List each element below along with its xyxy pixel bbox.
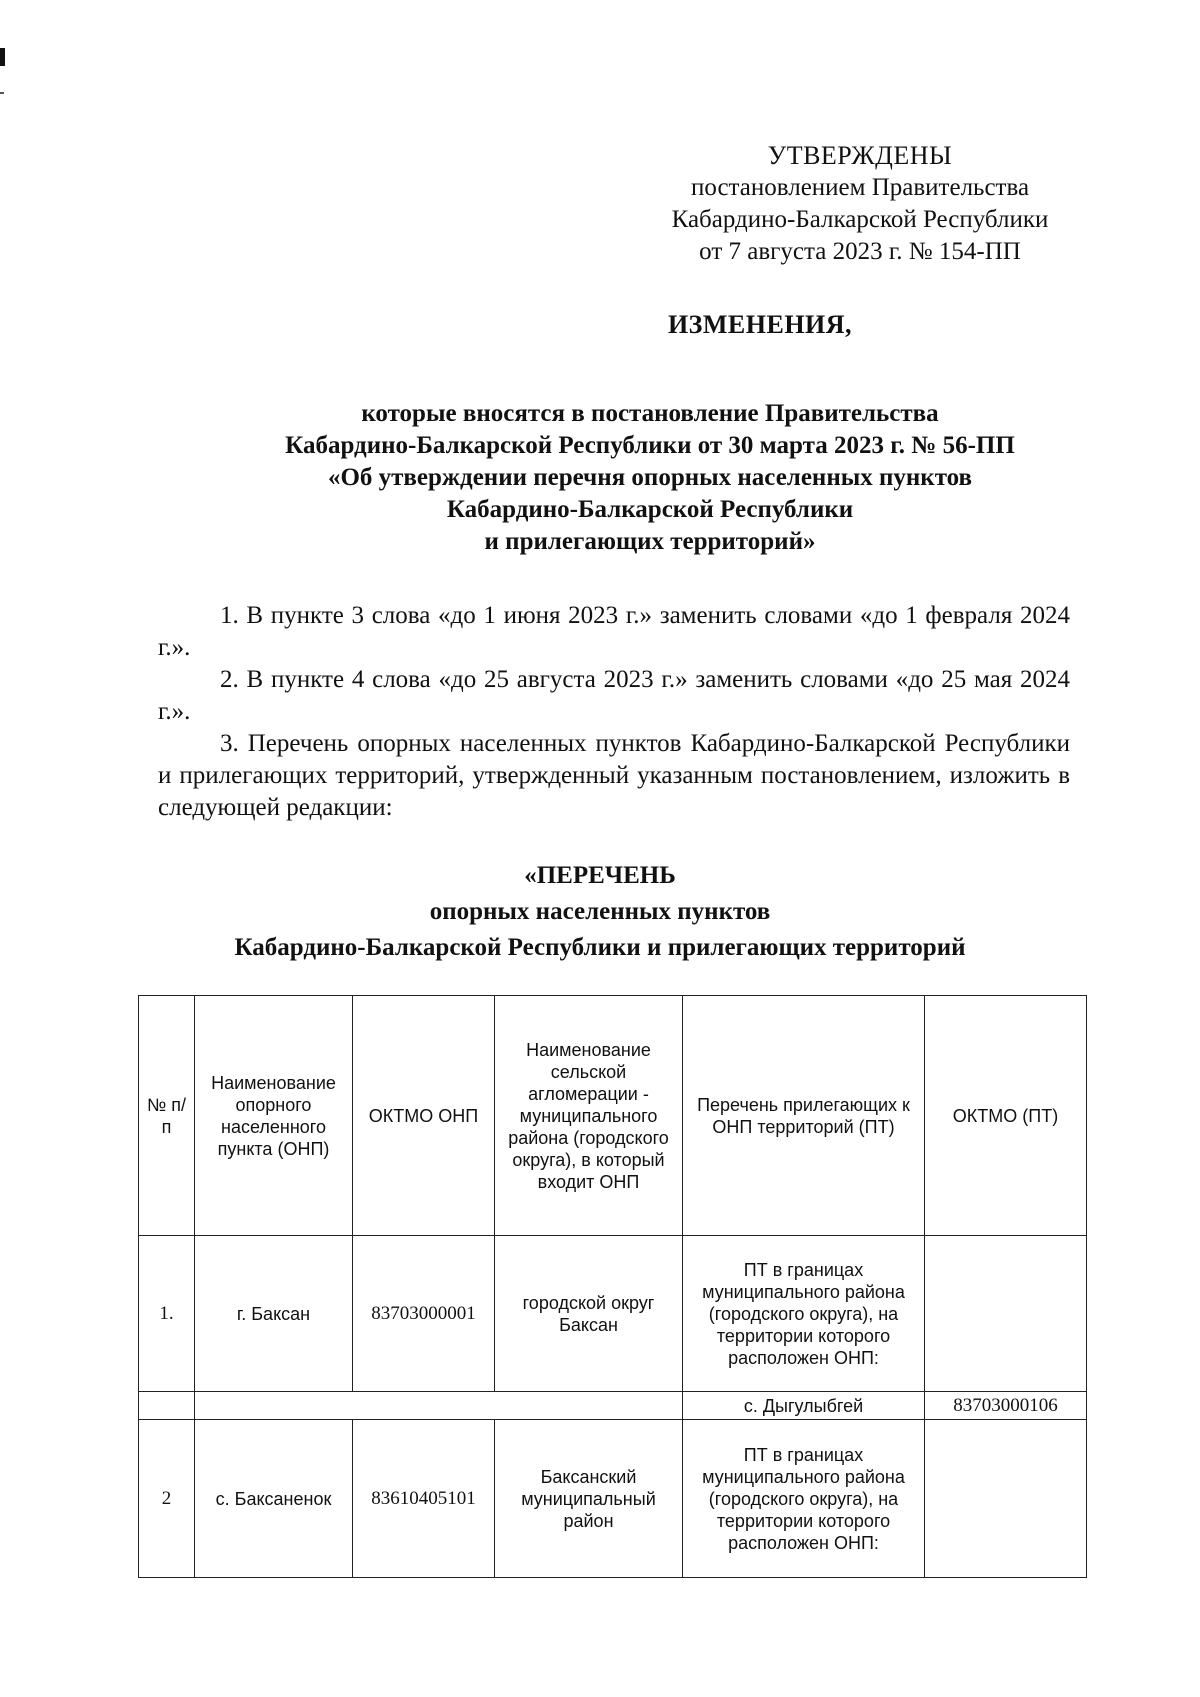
row-1b-num-empty — [139, 1392, 195, 1420]
paragraph-1: 1. В пункте 3 слова «до 1 июня 2023 г.» заменить словами «до 1 февраля 2024 г.». — [158, 602, 1070, 661]
table-row — [139, 1392, 1087, 1420]
body-paragraphs — [158, 600, 1070, 824]
scan-edge-mark — [0, 48, 5, 66]
approved-title: УТВЕРЖДЕНЫ — [767, 141, 953, 170]
paragraph-3: 3. Перечень опорных населенных пунктов Кабардино-Балкарской Республики и прилегающих территорий, утвержденный указанным постановлением, изложить в следующей редакции: — [158, 730, 1070, 821]
subtitle-line-1: которые вносятся в постановление Правительства — [361, 400, 939, 427]
row-2-onp-name: с. Баксаненок — [195, 1420, 353, 1578]
subtitle-line-2: Кабардино-Балкарской Республики от 30 марта 2023 г. № 56-ПП — [285, 432, 1015, 459]
table-row — [139, 1420, 1087, 1578]
row-2-num: 2 — [139, 1420, 195, 1578]
row-1b-merged-empty — [195, 1392, 683, 1420]
row-1-pt-note: ПТ в границах муниципального района (городского округа), на территории которого расположен ОНП: — [683, 1236, 925, 1392]
header-num: № п/п — [139, 996, 195, 1236]
list-title-line-1: «ПЕРЕЧЕНЬ — [524, 862, 676, 889]
row-2-pt-oktmo-empty — [925, 1420, 1087, 1578]
table-header-row — [139, 996, 1087, 1236]
row-1-num: 1. — [139, 1236, 195, 1392]
list-title-line-3: Кабардино-Балкарской Республики и прилегающих территорий — [234, 934, 966, 961]
approved-line-2: Кабардино-Балкарской Республики — [671, 206, 1049, 233]
row-1-onp-name: г. Баксан — [195, 1236, 353, 1392]
document-subtitle — [200, 398, 1100, 558]
list-title-line-2: опорных населенных пунктов — [429, 898, 771, 925]
row-1-pt-name: с. Дыгулыбгей — [683, 1392, 925, 1420]
header-onp-name: Наименование опорного населенного пункта (ОНП) — [195, 996, 353, 1236]
approval-stamp — [600, 140, 1120, 268]
row-2-agglomeration: Баксанский муниципальный район — [495, 1420, 683, 1578]
approved-line-1: постановлением Правительства — [690, 174, 1030, 201]
row-1-pt-oktmo-empty — [925, 1236, 1087, 1392]
header-oktmo-pt: ОКТМО (ПТ) — [925, 996, 1087, 1236]
subtitle-line-4: Кабардино-Балкарской Республики — [446, 496, 854, 523]
settlements-table — [138, 995, 1087, 1578]
subtitle-line-5: и прилегающих территорий» — [484, 528, 816, 555]
row-1-oktmo-onp: 83703000001 — [353, 1236, 495, 1392]
subtitle-line-3: «Об утверждении перечня опорных населенных пунктов — [327, 464, 973, 491]
table-row — [139, 1236, 1087, 1392]
header-pt-list: Перечень прилегающих к ОНП территорий (ПТ) — [683, 996, 925, 1236]
list-title — [150, 858, 1050, 966]
changes-title: ИЗМЕНЕНИЯ, — [667, 310, 853, 339]
approved-line-3: от 7 августа 2023 г. № 154-ПП — [699, 238, 1021, 265]
header-oktmo-onp: ОКТМО ОНП — [353, 996, 495, 1236]
paragraph-2: 2. В пункте 4 слова «до 25 августа 2023 г.» заменить словами «до 25 мая 2024 г.». — [158, 666, 1070, 725]
scan-edge-dot — [0, 92, 4, 94]
row-2-pt-note: ПТ в границах муниципального района (городского округа), на территории которого расположен ОНП: — [683, 1420, 925, 1578]
row-2-oktmo-onp: 83610405101 — [353, 1420, 495, 1578]
row-1-pt-oktmo: 83703000106 — [925, 1392, 1087, 1420]
row-1-agglomeration: городской округ Баксан — [495, 1236, 683, 1392]
header-agglomeration: Наименование сельской агломерации - муниципального района (городского округа), в который входит ОНП — [495, 996, 683, 1236]
